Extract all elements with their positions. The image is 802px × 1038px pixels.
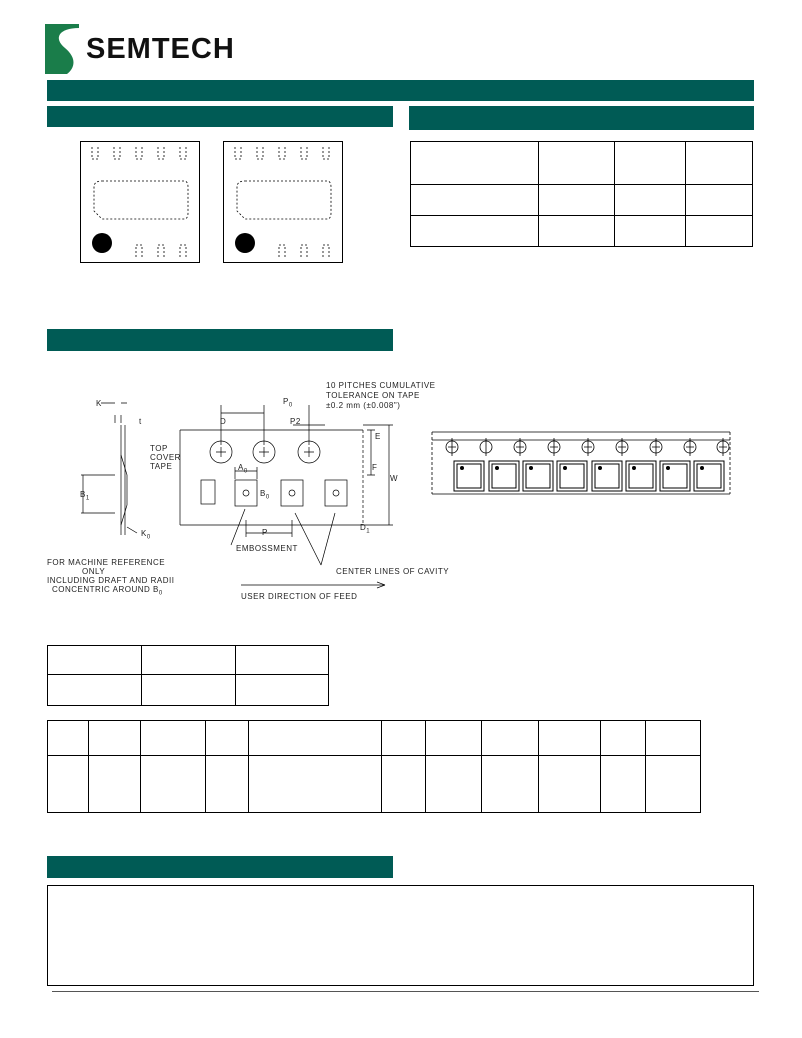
machine-ref-3: INCLUDING DRAFT AND RADII [47, 576, 175, 585]
feed-direction-label: USER DIRECTION OF FEED [241, 592, 358, 601]
dim-b0-sub: 0 [265, 494, 270, 501]
dim-b0-text: B [260, 489, 266, 498]
section-header-right [409, 106, 754, 130]
tape-strip-drawing [430, 428, 740, 498]
section-header-tape [47, 329, 393, 351]
dim-k0-text: K [141, 529, 147, 538]
dim-b1-sub: 1 [85, 495, 90, 502]
dim-d1-text: D [360, 523, 367, 532]
dim-w: W [390, 474, 399, 483]
tape-spec-table-wide [47, 720, 701, 813]
dim-t: t [139, 417, 142, 426]
dim-e: E [375, 432, 381, 441]
machine-ref-1: FOR MACHINE REFERENCE [47, 558, 166, 567]
dim-a0-sub: 0 [243, 468, 248, 475]
dim-d1 [360, 523, 370, 537]
tolerance-note-line1: 10 PITCHES CUMULATIVE [326, 381, 436, 390]
dim-b1 [80, 490, 90, 504]
ordering-table [410, 141, 753, 247]
dim-d: D [220, 417, 227, 426]
dim-b1-text: B [80, 490, 86, 499]
dim-d1-sub: 1 [366, 528, 371, 535]
pin1-dot [92, 233, 112, 253]
dim-k0 [141, 529, 151, 543]
machine-ref-4-text: CONCENTRIC AROUND B [52, 585, 159, 594]
dim-f: F [372, 463, 378, 472]
company-name: SEMTECH [86, 33, 235, 65]
dim-a0-text: A [238, 463, 244, 472]
tape-spec-table-small [47, 645, 329, 706]
pin1-dot [235, 233, 255, 253]
dim-p0-sub: 0 [288, 402, 293, 409]
dim-k: K [96, 399, 102, 408]
dim-a0 [238, 463, 248, 477]
dim-p0-text: P [283, 397, 289, 406]
semtech-s-logo-icon [45, 24, 85, 74]
top-cover-tape-1: TOP [150, 444, 168, 453]
contact-box [47, 885, 754, 986]
machine-ref-4-sub: 0 [158, 590, 163, 597]
tolerance-note-line3: ±0.2 mm (±0.008") [326, 401, 401, 410]
dim-k0-sub: 0 [146, 534, 151, 541]
top-cover-tape-3: TAPE [150, 462, 173, 471]
dim-b0 [260, 489, 270, 503]
embossment-label: EMBOSSMENT [236, 544, 298, 553]
section-header-left [47, 106, 393, 127]
section-header-bottom [47, 856, 393, 878]
dim-p0 [283, 397, 293, 411]
top-band [47, 80, 754, 101]
dim-p: P [262, 528, 268, 537]
marking-diagram-1 [80, 141, 200, 263]
center-lines-label: CENTER LINES OF CAVITY [336, 567, 450, 576]
machine-ref-2: ONLY [82, 567, 106, 576]
dim-p2: P2 [290, 417, 301, 426]
tolerance-note-line2: TOLERANCE ON TAPE [326, 391, 420, 400]
machine-ref-4 [52, 585, 163, 599]
top-cover-tape-2: COVER [150, 453, 181, 462]
marking-diagram-2 [223, 141, 343, 263]
footer-rule [52, 991, 759, 992]
